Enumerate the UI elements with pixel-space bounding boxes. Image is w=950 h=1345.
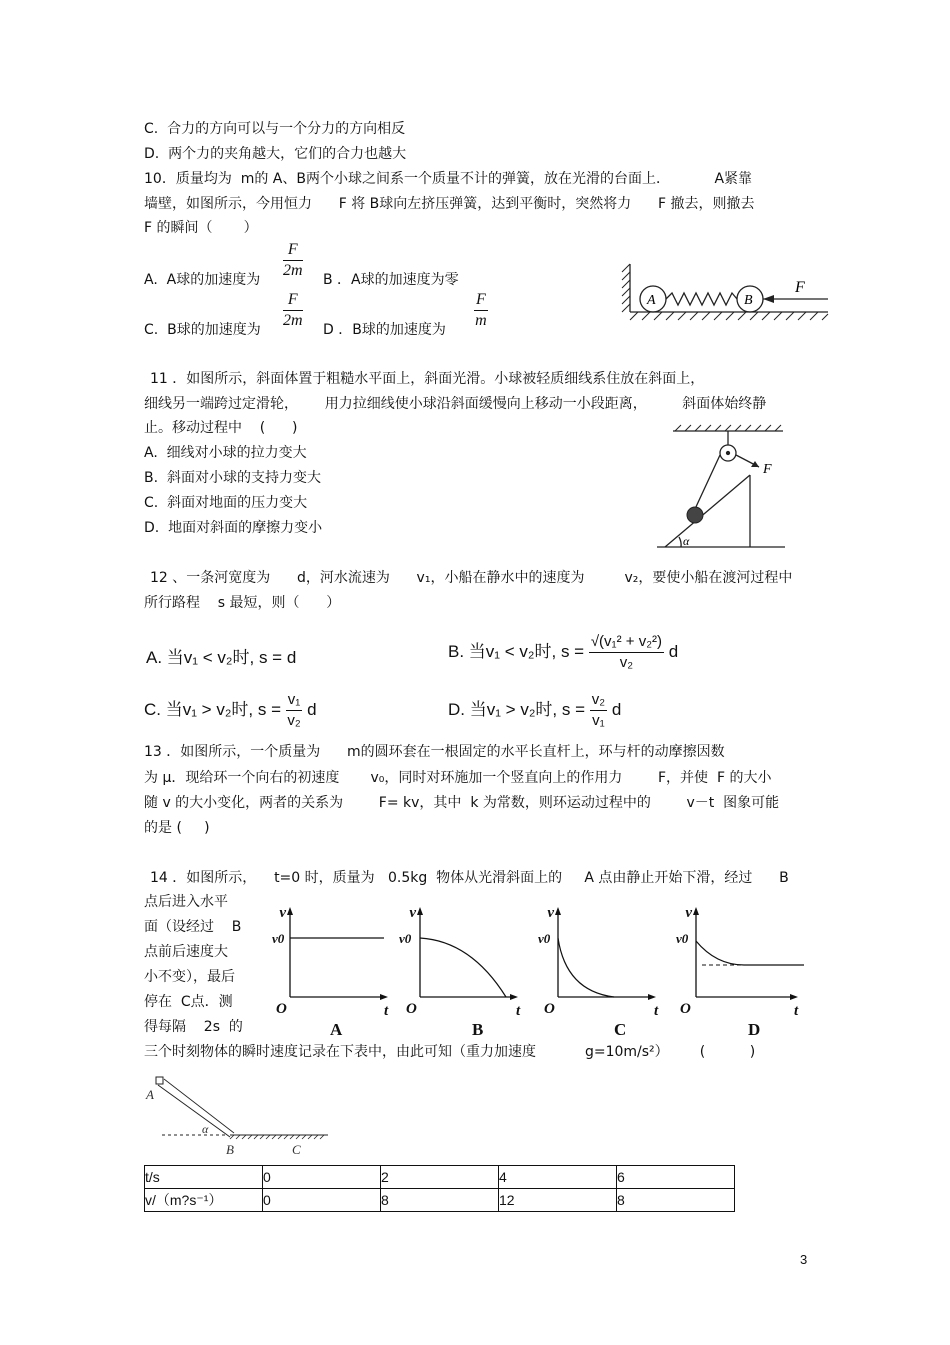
q14-fig-label-a: A bbox=[146, 1087, 154, 1102]
q11-option-d: D. 地面对斜面的摩擦力变小 bbox=[144, 520, 323, 536]
table-cell: 8 bbox=[617, 1189, 735, 1212]
graph-c-label: C bbox=[614, 1020, 627, 1039]
table-cell: 8 bbox=[381, 1189, 499, 1212]
q12-stem-line2: 所行路程 s 最短，则（ ） bbox=[144, 595, 341, 611]
q14-fig-label-b: B bbox=[226, 1142, 234, 1157]
q12-option-b bbox=[448, 632, 678, 673]
q14-side-line1: 点后进入水平 bbox=[144, 894, 228, 910]
graph-a-v0: v0 bbox=[272, 931, 285, 946]
graph-d-axis-t: t bbox=[794, 1003, 799, 1019]
q10-stem-line2: 墙壁，如图所示，今用恒力 F 将 B球向左挤压弹簧，达到平衡时，突然将力 F 撤去，则撤去 bbox=[144, 196, 755, 212]
table-row bbox=[145, 1166, 735, 1189]
graph-c-axis-v: v bbox=[547, 905, 554, 921]
q12-option-b-prefix: B. 当v₁ < v₂时, s = bbox=[448, 641, 585, 661]
q12-option-d-prefix: D. 当v₁ > v₂时, s = bbox=[448, 699, 586, 719]
q11-stem-line3: 止。移动过程中 ( ) bbox=[144, 420, 298, 436]
graph-a-axis-t: t bbox=[384, 1003, 389, 1019]
q12-option-d-fraction: $\frac{\text{v₂}}{\text{v₁}}$ bbox=[591, 691, 606, 729]
q14-fig-label-alpha: α bbox=[202, 1122, 209, 1136]
q13-stem-line3: 随 v 的大小变化，两者的关系为 F= kv，其中 k 为常数，则环运动过程中的 v－t 图象可能 bbox=[144, 795, 780, 811]
q10-option-d-fraction: $\frac{F}{m}$ bbox=[475, 291, 487, 329]
q10-option-c-fraction: $\frac{F}{2m}$ bbox=[283, 291, 303, 329]
table-cell: 0 bbox=[263, 1166, 381, 1189]
q11-option-a: A. 细线对小球的拉力变大 bbox=[144, 445, 307, 461]
q11-option-c: C. 斜面对地面的压力变大 bbox=[144, 495, 308, 511]
q11-fig-label-f: F bbox=[763, 462, 772, 477]
q14-slope-figure bbox=[144, 1075, 344, 1160]
q14-side-line4: 小不变），最后 bbox=[144, 969, 235, 985]
graph-b-axis-v: v bbox=[409, 905, 416, 921]
q10-fig-label-a: A bbox=[647, 293, 656, 308]
q14-stem-line1: 14 ．如图所示， t=0 时，质量为 0.5kg 物体从光滑斜面上的 A 点由静止开始下滑，经过 B bbox=[150, 870, 789, 886]
table-cell: v/（m?s⁻¹） bbox=[145, 1189, 263, 1212]
q14-stem-last: 三个时刻物体的瞬时速度记录在下表中，由此可知（重力加速度 g=10m/s²） ( ) bbox=[144, 1044, 756, 1060]
graph-d-axis-v: v bbox=[685, 905, 692, 921]
graph-a-label: A bbox=[330, 1020, 343, 1039]
q10-spring-figure bbox=[620, 262, 835, 332]
q12-option-c bbox=[144, 690, 317, 731]
q13-stem-line1: 13 ．如图所示，一个质量为 m的圆环套在一根固定的水平长直杆上，环与杆的动摩擦因数 bbox=[144, 744, 725, 760]
table-cell: 6 bbox=[617, 1166, 735, 1189]
graph-d-v0: v0 bbox=[676, 931, 689, 946]
q12-option-c-fraction: $\frac{\text{v₁}}{\text{v₂}}$ bbox=[287, 691, 301, 729]
q14-fig-label-c: C bbox=[292, 1142, 301, 1157]
q12-option-a: A. 当v₁ < v₂时, s = d bbox=[146, 648, 297, 667]
q11-option-b: B. 斜面对小球的支持力变大 bbox=[144, 470, 321, 486]
graph-d-origin: O bbox=[680, 1001, 691, 1017]
graph-a bbox=[272, 905, 389, 1039]
q14-side-line3: 点前后速度大 bbox=[144, 944, 228, 960]
q12-option-c-prefix: C. 当v₁ > v₂时, s = bbox=[144, 699, 282, 719]
graph-b-label: B bbox=[472, 1020, 484, 1039]
graph-d bbox=[676, 905, 804, 1039]
q10-stem-line3: F 的瞬间（ ） bbox=[144, 220, 258, 236]
q11-incline-figure bbox=[655, 425, 790, 555]
q12-option-b-suffix: d bbox=[668, 641, 679, 661]
q10-option-c: C. B球的加速度为 bbox=[144, 322, 261, 338]
graph-b-v0: v0 bbox=[399, 931, 412, 946]
graph-a-axis-v: v bbox=[279, 905, 286, 921]
graph-c-origin: O bbox=[544, 1001, 555, 1017]
q12-option-c-suffix: d bbox=[307, 699, 317, 719]
q11-stem-line1: 11 ．如图所示，斜面体置于粗糙水平面上，斜面光滑。小球被轻质细线系住放在斜面上， bbox=[150, 371, 705, 387]
q12-option-b-fraction: $\frac{\text{√(v₁² + v₂²)}}{\text{v₂}}$ bbox=[590, 633, 663, 671]
graph-c-axis-t: t bbox=[654, 1003, 659, 1019]
q9-option-d: D. 两个力的夹角越大，它们的合力也越大 bbox=[144, 146, 407, 162]
q9-option-c: C. 合力的方向可以与一个分力的方向相反 bbox=[144, 121, 406, 137]
q14-side-line5: 停在 C点．测 bbox=[144, 994, 233, 1010]
q10-stem-line1: 10．质量均为 m的 A、B两个小球之间系一个质量不计的弹簧，放在光滑的台面上． A紧靠 bbox=[144, 171, 753, 187]
table-cell: 2 bbox=[381, 1166, 499, 1189]
q14-side-line2: 面（设经过 B bbox=[144, 919, 242, 935]
table-row bbox=[145, 1189, 735, 1212]
q13-vt-graphs bbox=[266, 903, 816, 1043]
q12-stem-line1: 12 、一条河宽度为 d，河水流速为 v₁，小船在静水中的速度为 v₂，要使小船在渡河过程中 bbox=[150, 570, 793, 586]
graph-d-label: D bbox=[748, 1020, 761, 1039]
page-number: 3 bbox=[800, 1252, 808, 1267]
q10-option-a-fraction: $\frac{F}{2m}$ bbox=[283, 241, 303, 279]
graph-c-v0: v0 bbox=[538, 931, 551, 946]
q10-option-d: D ．B球的加速度为 bbox=[323, 322, 446, 338]
q13-stem-line2: 为 μ．现给环一个向右的初速度 v₀，同时对环施加一个竖直向上的作用力 F，并使 F 的大小 bbox=[144, 770, 772, 786]
q14-side-line6: 得每隔 2s 的 bbox=[144, 1019, 243, 1035]
table-cell: 0 bbox=[263, 1189, 381, 1212]
q10-fig-label-b: B bbox=[744, 293, 753, 308]
table-cell: t/s bbox=[145, 1166, 263, 1189]
q12-option-d-suffix: d bbox=[611, 699, 622, 719]
q13-stem-line4: 的是 ( ) bbox=[144, 820, 210, 836]
graph-c bbox=[538, 905, 659, 1039]
table-cell: 12 bbox=[499, 1189, 617, 1212]
graph-b bbox=[399, 905, 521, 1039]
graph-a-origin: O bbox=[276, 1001, 287, 1017]
graph-b-axis-t: t bbox=[516, 1003, 521, 1019]
graph-b-origin: O bbox=[406, 1001, 417, 1017]
q10-option-b: B ．A球的加速度为零 bbox=[323, 272, 459, 288]
table-cell: 4 bbox=[499, 1166, 617, 1189]
q11-stem-line2: 细线另一端跨过定滑轮， 用力拉细线使小球沿斜面缓慢向上移动一小段距离， 斜面体始终静 bbox=[144, 396, 767, 412]
q10-fig-label-f: F bbox=[795, 279, 805, 296]
q11-fig-label-alpha: α bbox=[683, 534, 690, 548]
q14-data-table bbox=[144, 1165, 735, 1212]
q12-option-d bbox=[448, 690, 621, 731]
q10-option-a: A. A球的加速度为 bbox=[144, 272, 261, 288]
